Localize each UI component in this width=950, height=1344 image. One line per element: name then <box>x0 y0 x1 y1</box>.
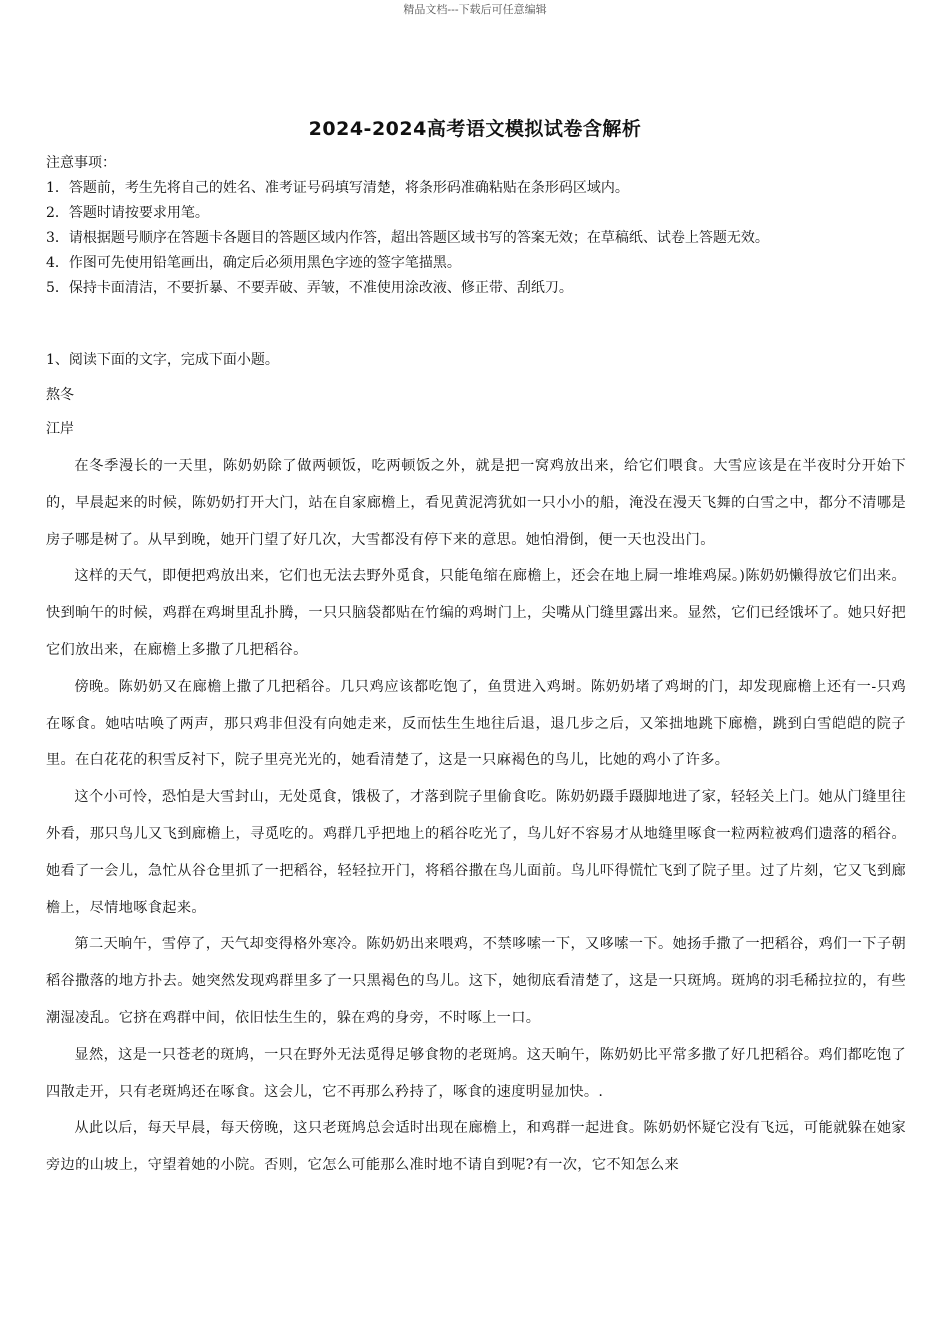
reading-passage <box>46 448 906 1184</box>
notice-item: 3．请根据题号顺序在答题卡各题目的答题区域内作答，超出答题区域书写的答案无效；在草稿纸、试卷上答题无效。 <box>46 230 769 246</box>
page-title: 2024-2024高考语文模拟试卷含解析 <box>308 118 642 140</box>
notice-heading: 注意事项： <box>46 155 116 171</box>
notice-item: 5．保持卡面清洁，不要折暴、不要弄破、弄皱，不准使用涂改液、修正带、刮纸刀。 <box>46 280 573 296</box>
passage-paragraph: 从此以后，每天早晨，每天傍晚，这只老斑鸠总会适时出现在廊檐上，和鸡群一起进食。陈奶奶怀疑它没有飞远，可能就躲在她家旁边的山坡上，守望着她的小院。否则，它怎么可能那么准时地不请自到呢?有一次，它不知怎么来 <box>46 1120 906 1174</box>
question-prompt: 1、阅读下面的文字，完成下面小题。 <box>46 352 279 368</box>
passage-paragraph: 这样的天气，即便把鸡放出来，它们也无法去野外觅食，只能龟缩在廊檐上，还会在地上屙一堆堆鸡屎。)陈奶奶懒得放它们出来。快到晌午的时候，鸡群在鸡埘里乱扑腾，一只只脑袋都贴在竹编的鸡埘门上，尖嘴从门缝里露出来。显然，它们已经饿坏了。她只好把它们放出来，在廊檐上多撒了几把稻谷。 <box>46 568 906 658</box>
story-title: 熬冬 <box>46 387 74 403</box>
passage-paragraph: 第二天晌午，雪停了，天气却变得格外寒冷。陈奶奶出来喂鸡，不禁哆嗦一下，又哆嗦一下。她扬手撒了一把稻谷，鸡们一下子朝稻谷撒落的地方扑去。她突然发现鸡群里多了一只黑褐色的鸟儿。这下，她彻底看清楚了，这是一只斑鸠。斑鸠的羽毛稀拉拉的，有些潮湿凌乱。它挤在鸡群中间，依旧怯生生的，躲在鸡的身旁，不时啄上一口。 <box>46 936 906 1026</box>
passage-paragraph: 傍晚。陈奶奶又在廊檐上撒了几把稻谷。几只鸡应该都吃饱了，鱼贯进入鸡埘。陈奶奶堵了鸡埘的门，却发现廊檐上还有一-只鸡在啄食。她咕咕唤了两声，那只鸡非但没有向她走来，反而怯生生地往后退，退几步之后，又笨拙地跳下廊檐，跳到白雪皑皑的院子里。在白花花的积雪反衬下，院子里亮光光的，她看清楚了，这是一只麻褐色的鸟儿，比她的鸡小了许多。 <box>46 678 906 769</box>
passage-paragraph: 这个小可怜，恐怕是大雪封山，无处觅食，饿极了，才落到院子里偷食吃。陈奶奶蹑手蹑脚地进了家，轻轻关上门。她从门缝里往外看，那只鸟儿又飞到廊檐上，寻觅吃的。鸡群几乎把地上的稻谷吃光了，鸟儿好不容易才从地缝里啄食一粒两粒被鸡们遗落的稻谷。她看了一会儿，急忙从谷仓里抓了一把稻谷，轻轻拉开门，将稻谷撒在鸟儿面前。鸟儿吓得慌忙飞到了院子里。过了片刻，它又飞到廊檐上，尽情地啄食起来。 <box>46 789 906 916</box>
passage-paragraph: 在冬季漫长的一天里，陈奶奶除了做两顿饭，吃两顿饭之外，就是把一窝鸡放出来，给它们喂食。大雪应该是在半夜时分开始下的，早晨起来的时候，陈奶奶打开大门，站在自家廊檐上，看见黄泥湾犹如一只小小的船，淹没在漫天飞舞的白雪之中，都分不清哪是房子哪是树了。从早到晚，她开门望了好几次，大雪都没有停下来的意思。她怕滑倒，便一天也没出门。 <box>46 458 906 548</box>
notice-section <box>46 151 916 301</box>
page-header: 精品文档---下载后可任意编辑 <box>403 3 547 16</box>
notice-item: 4．作图可先使用铅笔画出，确定后必须用黑色字迹的签字笔描黑。 <box>46 255 461 271</box>
notice-item: 1．答题前，考生先将自己的姓名、准考证号码填写清楚，将条形码准确粘贴在条形码区域内。 <box>46 180 629 196</box>
story-author: 江岸 <box>46 421 74 437</box>
notice-item: 2．答题时请按要求用笔。 <box>46 205 209 221</box>
passage-paragraph: 显然，这是一只苍老的斑鸠，一只在野外无法觅得足够食物的老斑鸠。这天晌午，陈奶奶比平常多撒了好几把稻谷。鸡们都吃饱了四散走开，只有老斑鸠还在啄食。这会儿，它不再那么矜持了，啄食的速度明显加快。. <box>46 1046 906 1100</box>
